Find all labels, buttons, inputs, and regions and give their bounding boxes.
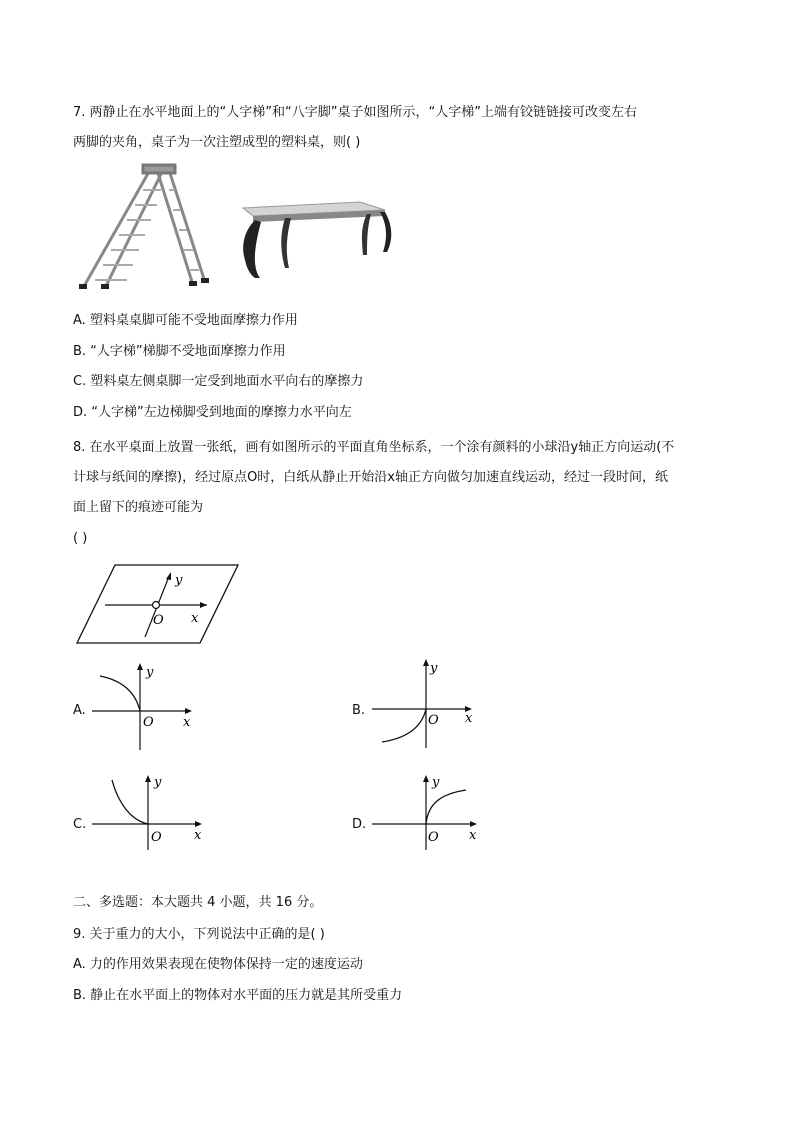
b-o-label: O bbox=[428, 713, 439, 728]
section-heading-multiple-choice: 二、多选题：本大题共 4 小题，共 16 分。 bbox=[73, 895, 323, 910]
a-x-label: x bbox=[183, 715, 191, 730]
d-y-label: y bbox=[432, 775, 440, 790]
d-x-label: x bbox=[469, 828, 477, 843]
q8-option-c-graph[interactable] bbox=[90, 772, 210, 852]
c-y-label: y bbox=[154, 775, 162, 790]
q8-option-a-graph[interactable] bbox=[90, 658, 200, 753]
a-y-label: y bbox=[146, 665, 154, 680]
q8-option-d-graph[interactable] bbox=[370, 772, 490, 852]
ladder-illustration bbox=[83, 165, 205, 288]
q8-option-b-graph[interactable] bbox=[370, 656, 480, 751]
q7-option-a[interactable]: A. 塑料桌桌脚可能不受地面摩擦力作用 bbox=[73, 313, 298, 328]
q8-option-b-label[interactable]: B. bbox=[352, 703, 366, 718]
q7-option-d[interactable]: D. “人字梯”左边梯脚受到地面的摩擦力水平向左 bbox=[73, 405, 352, 420]
a-o-label: O bbox=[143, 715, 154, 730]
q7-stem-line2: 两脚的夹角，桌子为一次注塑成型的塑料桌，则( ) bbox=[73, 135, 361, 150]
paper-coordinate-figure bbox=[75, 562, 245, 647]
paper-o-label: O bbox=[153, 613, 164, 628]
q7-option-c[interactable]: C. 塑料桌左侧桌脚一定受到地面水平向右的摩擦力 bbox=[73, 374, 364, 389]
q8-option-d-label[interactable]: D. bbox=[352, 817, 367, 832]
q8-option-a-label[interactable]: A. bbox=[73, 703, 86, 718]
d-o-label: O bbox=[428, 830, 439, 845]
q9-option-b[interactable]: B. 静止在水平面上的物体对水平面的压力就是其所受重力 bbox=[73, 988, 403, 1003]
q8-stem-line3: 面上留下的痕迹可能为 bbox=[73, 500, 204, 515]
c-x-label: x bbox=[194, 828, 202, 843]
q8-answer-paren: ( ) bbox=[73, 531, 88, 546]
b-x-label: x bbox=[465, 711, 473, 726]
q7-option-b[interactable]: B. “人字梯”梯脚不受地面摩擦力作用 bbox=[73, 344, 286, 359]
ladder-table-figure bbox=[75, 160, 405, 300]
q7-stem-line1: 7. 两静止在水平地面上的“人字梯”和“八字脚”桌子如图所示，“人字梯”上端有铰链链接可改变左右 bbox=[73, 105, 637, 120]
q8-stem-line2: 计球与纸间的摩擦)，经过原点O时，白纸从静止开始沿x轴正方向做匀加速直线运动，经过一段时间，纸 bbox=[73, 470, 668, 485]
c-o-label: O bbox=[151, 830, 162, 845]
q9-option-a[interactable]: A. 力的作用效果表现在使物体保持一定的速度运动 bbox=[73, 957, 363, 972]
q8-option-c-label[interactable]: C. bbox=[73, 817, 87, 832]
table-illustration bbox=[243, 202, 391, 278]
paper-y-label: y bbox=[175, 573, 183, 588]
b-y-label: y bbox=[430, 661, 438, 676]
q9-stem: 9. 关于重力的大小，下列说法中正确的是( ) bbox=[73, 927, 325, 942]
q8-stem-line1: 8. 在水平桌面上放置一张纸，画有如图所示的平面直角坐标系，一个涂有颜料的小球沿y轴正方向运动(不 bbox=[73, 440, 675, 455]
paper-x-label: x bbox=[191, 611, 199, 626]
